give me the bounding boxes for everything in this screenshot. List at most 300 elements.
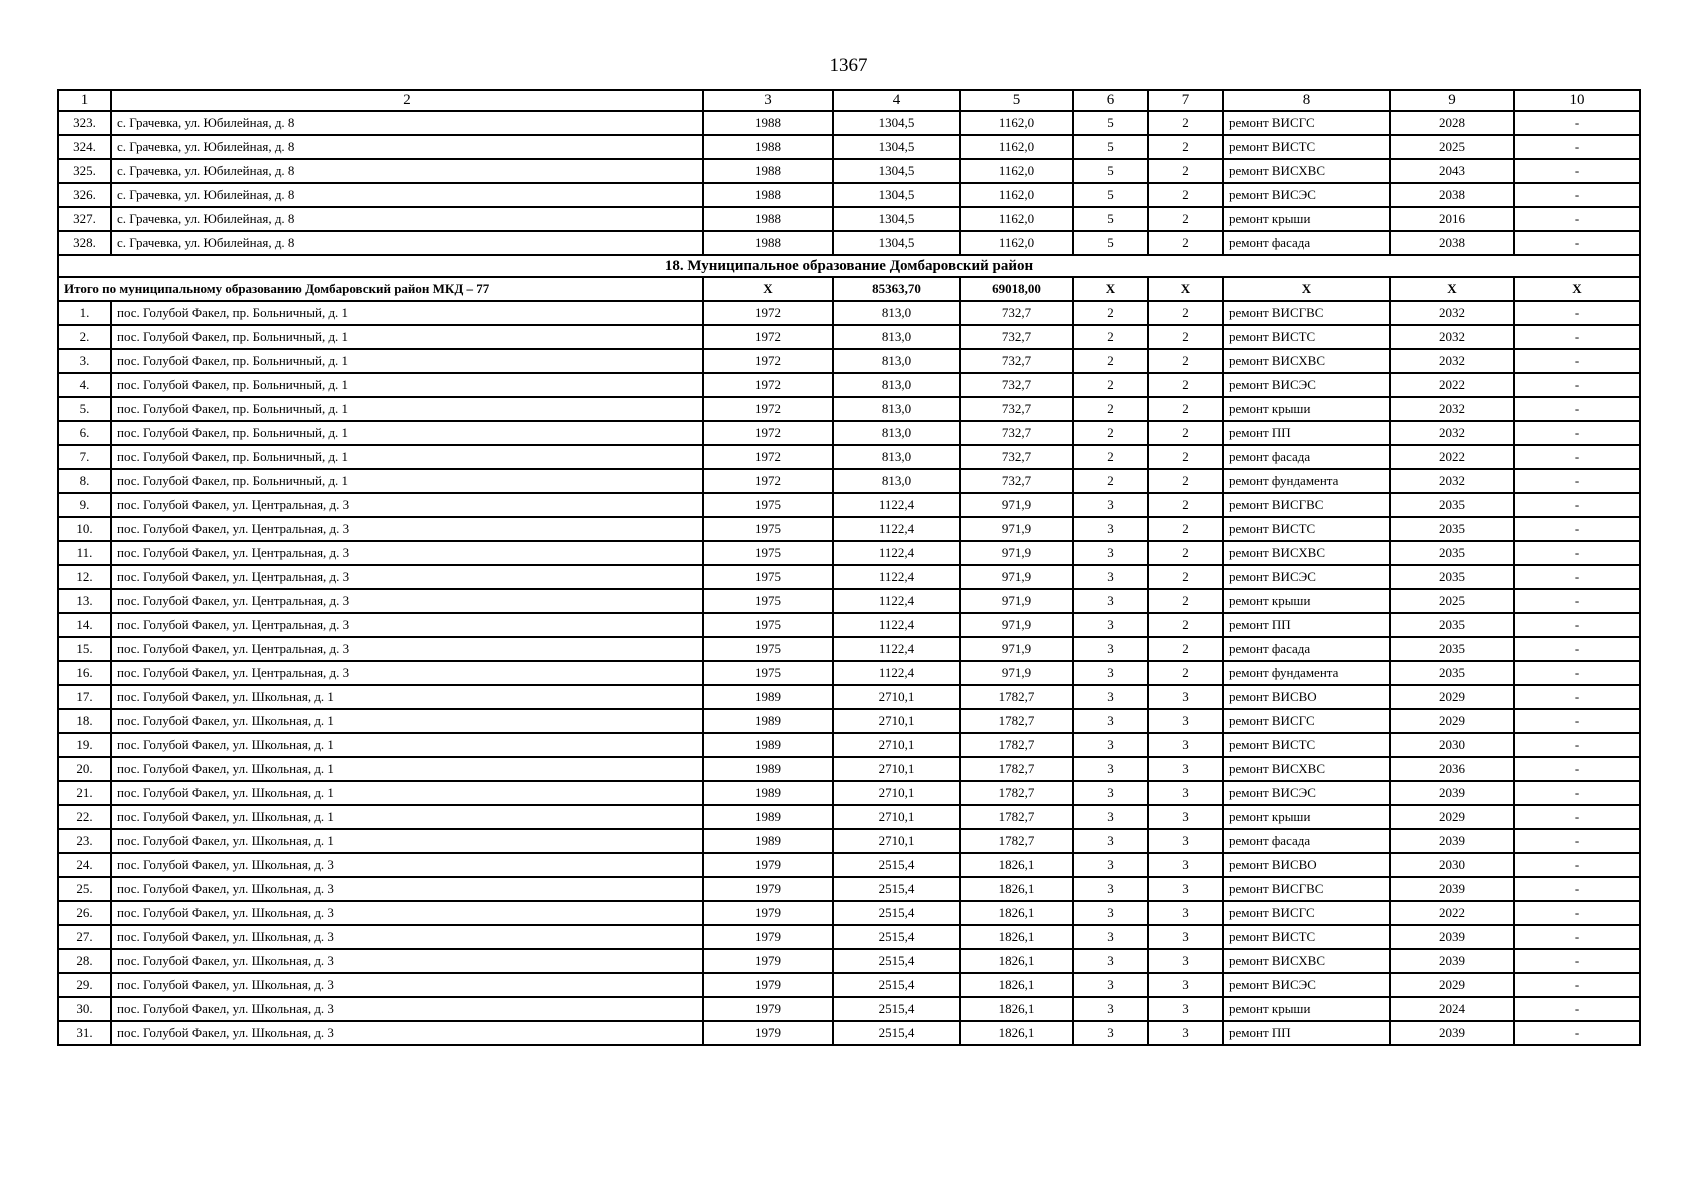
row-number-cell: 15. xyxy=(58,637,111,661)
address-cell: пос. Голубой Факел, ул. Школьная, д. 3 xyxy=(111,1021,703,1045)
planned-year-cell: 2035 xyxy=(1390,517,1514,541)
work-type-cell: ремонт ВИСХВС xyxy=(1223,757,1390,781)
work-type-cell: ремонт ВИСЭС xyxy=(1223,565,1390,589)
floors-cell: 3 xyxy=(1073,709,1148,733)
address-cell: пос. Голубой Факел, пр. Больничный, д. 1 xyxy=(111,421,703,445)
floors-cell: 3 xyxy=(1073,493,1148,517)
table-body xyxy=(58,90,1640,1045)
year-cell: 1989 xyxy=(703,757,833,781)
table-row xyxy=(58,183,1640,207)
table-row xyxy=(58,231,1640,255)
year-cell: 1989 xyxy=(703,829,833,853)
total-area-cell: 1304,5 xyxy=(833,183,960,207)
floors-cell: 2 xyxy=(1073,445,1148,469)
address-cell: пос. Голубой Факел, ул. Школьная, д. 3 xyxy=(111,925,703,949)
address-cell: пос. Голубой Факел, ул. Центральная, д. 3 xyxy=(111,541,703,565)
table-row xyxy=(58,565,1640,589)
row-number-cell: 8. xyxy=(58,469,111,493)
entrances-cell: 2 xyxy=(1148,541,1223,565)
address-cell: пос. Голубой Факел, пр. Больничный, д. 1 xyxy=(111,469,703,493)
entrances-cell: 2 xyxy=(1148,469,1223,493)
year-cell: 1975 xyxy=(703,589,833,613)
address-cell: пос. Голубой Факел, ул. Школьная, д. 3 xyxy=(111,973,703,997)
table-row xyxy=(58,1021,1640,1045)
row-number-cell: 23. xyxy=(58,829,111,853)
living-area-cell: 1782,7 xyxy=(960,757,1073,781)
entrances-cell: 3 xyxy=(1148,781,1223,805)
planned-year-cell: 2029 xyxy=(1390,973,1514,997)
column-header: 5 xyxy=(960,90,1073,111)
column-header: 1 xyxy=(58,90,111,111)
entrances-cell: 2 xyxy=(1148,421,1223,445)
year-cell: 1972 xyxy=(703,469,833,493)
year-cell: 1975 xyxy=(703,565,833,589)
total-area-cell: 2710,1 xyxy=(833,805,960,829)
floors-cell: 3 xyxy=(1073,685,1148,709)
work-type-cell: ремонт ВИСЭС xyxy=(1223,973,1390,997)
row-number-cell: 325. xyxy=(58,159,111,183)
floors-cell: 5 xyxy=(1073,207,1148,231)
floors-cell: 2 xyxy=(1073,397,1148,421)
floors-cell: 2 xyxy=(1073,325,1148,349)
year-cell: 1972 xyxy=(703,397,833,421)
address-cell: пос. Голубой Факел, ул. Школьная, д. 1 xyxy=(111,757,703,781)
note-cell: - xyxy=(1514,829,1640,853)
address-cell: пос. Голубой Факел, ул. Школьная, д. 1 xyxy=(111,709,703,733)
year-cell: 1979 xyxy=(703,949,833,973)
note-cell: - xyxy=(1514,949,1640,973)
living-area-cell: 971,9 xyxy=(960,613,1073,637)
year-cell: 1988 xyxy=(703,135,833,159)
year-cell: 1979 xyxy=(703,901,833,925)
floors-cell: 3 xyxy=(1073,973,1148,997)
entrances-cell: 2 xyxy=(1148,565,1223,589)
note-cell: - xyxy=(1514,445,1640,469)
total-area-cell: 1304,5 xyxy=(833,231,960,255)
work-type-cell: ремонт крыши xyxy=(1223,397,1390,421)
note-cell: - xyxy=(1514,301,1640,325)
work-type-cell: ремонт ВИСХВС xyxy=(1223,541,1390,565)
entrances-cell: 2 xyxy=(1148,325,1223,349)
year-cell: 1979 xyxy=(703,997,833,1021)
floors-cell: 3 xyxy=(1073,829,1148,853)
planned-year-cell: 2039 xyxy=(1390,829,1514,853)
floors-cell: 5 xyxy=(1073,159,1148,183)
work-type-cell: ремонт ВИСТС xyxy=(1223,135,1390,159)
entrances-cell: 2 xyxy=(1148,349,1223,373)
total-area-cell: 813,0 xyxy=(833,397,960,421)
address-cell: пос. Голубой Факел, ул. Центральная, д. 3 xyxy=(111,661,703,685)
entrances-cell: 3 xyxy=(1148,805,1223,829)
year-cell: 1989 xyxy=(703,733,833,757)
living-area-cell: 971,9 xyxy=(960,493,1073,517)
note-cell: - xyxy=(1514,159,1640,183)
work-type-cell: ремонт ПП xyxy=(1223,1021,1390,1045)
note-cell: - xyxy=(1514,901,1640,925)
floors-cell: 3 xyxy=(1073,781,1148,805)
planned-year-cell: 2022 xyxy=(1390,445,1514,469)
work-type-cell: ремонт фасада xyxy=(1223,231,1390,255)
year-cell: 1988 xyxy=(703,207,833,231)
row-number-cell: 10. xyxy=(58,517,111,541)
planned-year-cell: 2039 xyxy=(1390,949,1514,973)
year-cell: 1975 xyxy=(703,637,833,661)
living-area-cell: 1826,1 xyxy=(960,853,1073,877)
total-area-cell: 813,0 xyxy=(833,349,960,373)
page-number: 1367 xyxy=(829,55,868,76)
total-area-cell: 2710,1 xyxy=(833,685,960,709)
living-area-cell: 1826,1 xyxy=(960,973,1073,997)
living-area-cell: 1782,7 xyxy=(960,685,1073,709)
work-type-cell: ремонт ВИСЭС xyxy=(1223,781,1390,805)
total-area-cell: 2515,4 xyxy=(833,853,960,877)
total-area-cell: 2710,1 xyxy=(833,733,960,757)
total-area-cell: 2515,4 xyxy=(833,925,960,949)
living-area-cell: 1782,7 xyxy=(960,829,1073,853)
work-type-cell: ремонт крыши xyxy=(1223,997,1390,1021)
entrances-cell: 3 xyxy=(1148,973,1223,997)
entrances-cell: 2 xyxy=(1148,517,1223,541)
table-row xyxy=(58,421,1640,445)
planned-year-cell: 2022 xyxy=(1390,373,1514,397)
floors-cell: 3 xyxy=(1073,733,1148,757)
entrances-cell: 3 xyxy=(1148,709,1223,733)
year-cell: 1989 xyxy=(703,685,833,709)
table-row xyxy=(58,135,1640,159)
work-type-cell: ремонт крыши xyxy=(1223,207,1390,231)
total-area-cell: 2515,4 xyxy=(833,997,960,1021)
column-header: 6 xyxy=(1073,90,1148,111)
entrances-cell: 2 xyxy=(1148,637,1223,661)
note-cell: - xyxy=(1514,685,1640,709)
planned-year-cell: 2035 xyxy=(1390,565,1514,589)
total-area-cell: 1122,4 xyxy=(833,637,960,661)
living-area-cell: 1162,0 xyxy=(960,231,1073,255)
total-area-cell: 2710,1 xyxy=(833,709,960,733)
planned-year-cell: 2035 xyxy=(1390,541,1514,565)
entrances-cell: Х xyxy=(1148,277,1223,301)
address-cell: пос. Голубой Факел, ул. Школьная, д. 3 xyxy=(111,901,703,925)
year-cell: 1979 xyxy=(703,877,833,901)
year-cell: 1975 xyxy=(703,541,833,565)
row-number-cell: 18. xyxy=(58,709,111,733)
year-cell: 1972 xyxy=(703,421,833,445)
year-cell: 1972 xyxy=(703,301,833,325)
floors-cell: 3 xyxy=(1073,757,1148,781)
row-number-cell: 27. xyxy=(58,925,111,949)
floors-cell: 3 xyxy=(1073,517,1148,541)
floors-cell: 3 xyxy=(1073,613,1148,637)
living-area-cell: 971,9 xyxy=(960,661,1073,685)
living-area-cell: 1162,0 xyxy=(960,183,1073,207)
note-cell: - xyxy=(1514,805,1640,829)
year-cell: 1988 xyxy=(703,159,833,183)
planned-year-cell: 2039 xyxy=(1390,1021,1514,1045)
row-number-cell: 25. xyxy=(58,877,111,901)
planned-year-cell: 2024 xyxy=(1390,997,1514,1021)
table-row xyxy=(58,685,1640,709)
row-number-cell: 28. xyxy=(58,949,111,973)
note-cell: - xyxy=(1514,757,1640,781)
row-number-cell: 5. xyxy=(58,397,111,421)
total-row xyxy=(58,277,1640,301)
entrances-cell: 2 xyxy=(1148,493,1223,517)
floors-cell: 5 xyxy=(1073,183,1148,207)
living-area-cell: 971,9 xyxy=(960,637,1073,661)
total-label: Итого по муниципальному образованию Домбаровский район МКД – 77 xyxy=(58,277,703,301)
table-row xyxy=(58,781,1640,805)
planned-year-cell: 2032 xyxy=(1390,397,1514,421)
note-cell: - xyxy=(1514,925,1640,949)
note-cell: - xyxy=(1514,493,1640,517)
floors-cell: 3 xyxy=(1073,1021,1148,1045)
note-cell: - xyxy=(1514,853,1640,877)
living-area-cell: 732,7 xyxy=(960,373,1073,397)
work-type-cell: ремонт фундамента xyxy=(1223,469,1390,493)
total-area-cell: 2515,4 xyxy=(833,973,960,997)
note-cell: - xyxy=(1514,207,1640,231)
year-cell: 1989 xyxy=(703,805,833,829)
entrances-cell: 3 xyxy=(1148,685,1223,709)
address-cell: с. Грачевка, ул. Юбилейная, д. 8 xyxy=(111,159,703,183)
address-cell: пос. Голубой Факел, пр. Больничный, д. 1 xyxy=(111,373,703,397)
work-type-cell: ремонт крыши xyxy=(1223,805,1390,829)
table-row xyxy=(58,637,1640,661)
total-area-cell: 2710,1 xyxy=(833,781,960,805)
work-type-cell: ремонт ВИСГВС xyxy=(1223,493,1390,517)
work-type-cell: ремонт ВИСТС xyxy=(1223,925,1390,949)
row-number-cell: 24. xyxy=(58,853,111,877)
total-area-cell: 813,0 xyxy=(833,421,960,445)
planned-year-cell: 2032 xyxy=(1390,325,1514,349)
row-number-cell: 328. xyxy=(58,231,111,255)
note-cell: - xyxy=(1514,349,1640,373)
table-row xyxy=(58,733,1640,757)
floors-cell: 2 xyxy=(1073,469,1148,493)
living-area-cell: 1162,0 xyxy=(960,159,1073,183)
total-area-cell: 1304,5 xyxy=(833,207,960,231)
entrances-cell: 3 xyxy=(1148,925,1223,949)
table-row xyxy=(58,493,1640,517)
floors-cell: 5 xyxy=(1073,111,1148,135)
table-row xyxy=(58,709,1640,733)
planned-year-cell: 2039 xyxy=(1390,925,1514,949)
work-type-cell: ремонт фасада xyxy=(1223,637,1390,661)
entrances-cell: 2 xyxy=(1148,397,1223,421)
living-area-cell: 732,7 xyxy=(960,445,1073,469)
year-cell: 1975 xyxy=(703,613,833,637)
row-number-cell: 327. xyxy=(58,207,111,231)
address-cell: пос. Голубой Факел, ул. Школьная, д. 3 xyxy=(111,949,703,973)
planned-year-cell: 2029 xyxy=(1390,685,1514,709)
work-type-cell: ремонт ПП xyxy=(1223,613,1390,637)
table-row xyxy=(58,901,1640,925)
row-number-cell: 14. xyxy=(58,613,111,637)
living-area-cell: 971,9 xyxy=(960,565,1073,589)
row-number-cell: 9. xyxy=(58,493,111,517)
table-row xyxy=(58,613,1640,637)
year-cell: 1972 xyxy=(703,325,833,349)
entrances-cell: 2 xyxy=(1148,445,1223,469)
floors-cell: 3 xyxy=(1073,901,1148,925)
address-cell: пос. Голубой Факел, ул. Школьная, д. 1 xyxy=(111,685,703,709)
note-cell: - xyxy=(1514,517,1640,541)
note-cell: - xyxy=(1514,877,1640,901)
living-area-cell: 1826,1 xyxy=(960,997,1073,1021)
floors-cell: 2 xyxy=(1073,301,1148,325)
repair-schedule-table xyxy=(57,89,1641,1046)
total-area-cell: 813,0 xyxy=(833,469,960,493)
note-cell: - xyxy=(1514,183,1640,207)
planned-year-cell: 2022 xyxy=(1390,901,1514,925)
table-row xyxy=(58,207,1640,231)
planned-year-cell: 2038 xyxy=(1390,183,1514,207)
entrances-cell: 2 xyxy=(1148,159,1223,183)
row-number-cell: 19. xyxy=(58,733,111,757)
living-area-cell: 1826,1 xyxy=(960,949,1073,973)
work-type-cell: ремонт ВИСЭС xyxy=(1223,183,1390,207)
address-cell: пос. Голубой Факел, ул. Школьная, д. 3 xyxy=(111,997,703,1021)
planned-year-cell: 2029 xyxy=(1390,805,1514,829)
planned-year-cell: 2029 xyxy=(1390,709,1514,733)
total-area-cell: 1304,5 xyxy=(833,135,960,159)
living-area-cell: 1826,1 xyxy=(960,901,1073,925)
work-type-cell: ремонт фасада xyxy=(1223,829,1390,853)
table-row xyxy=(58,445,1640,469)
note-cell: - xyxy=(1514,541,1640,565)
address-cell: пос. Голубой Факел, пр. Больничный, д. 1 xyxy=(111,397,703,421)
note-cell: - xyxy=(1514,997,1640,1021)
entrances-cell: 3 xyxy=(1148,1021,1223,1045)
year-cell: 1972 xyxy=(703,445,833,469)
work-type-cell: ремонт ВИСХВС xyxy=(1223,949,1390,973)
note-cell: - xyxy=(1514,781,1640,805)
floors-cell: 3 xyxy=(1073,853,1148,877)
row-number-cell: 17. xyxy=(58,685,111,709)
living-area-cell: 1782,7 xyxy=(960,805,1073,829)
address-cell: пос. Голубой Факел, пр. Больничный, д. 1 xyxy=(111,325,703,349)
table-row xyxy=(58,373,1640,397)
year-cell: 1972 xyxy=(703,373,833,397)
entrances-cell: 2 xyxy=(1148,135,1223,159)
table-row xyxy=(58,997,1640,1021)
row-number-cell: 326. xyxy=(58,183,111,207)
table-row xyxy=(58,397,1640,421)
entrances-cell: 2 xyxy=(1148,183,1223,207)
work-type-cell: ремонт ПП xyxy=(1223,421,1390,445)
total-area-cell: 1122,4 xyxy=(833,493,960,517)
year-cell: 1975 xyxy=(703,661,833,685)
living-area-cell: 732,7 xyxy=(960,325,1073,349)
address-cell: пос. Голубой Факел, пр. Больничный, д. 1 xyxy=(111,445,703,469)
table-row xyxy=(58,301,1640,325)
year-cell: 1979 xyxy=(703,1021,833,1045)
address-cell: пос. Голубой Факел, ул. Школьная, д. 1 xyxy=(111,829,703,853)
work-type-cell: ремонт ВИСТС xyxy=(1223,733,1390,757)
planned-year-cell: 2043 xyxy=(1390,159,1514,183)
table-row xyxy=(58,349,1640,373)
work-type-cell: ремонт крыши xyxy=(1223,589,1390,613)
living-area-cell: 1826,1 xyxy=(960,877,1073,901)
row-number-cell: 324. xyxy=(58,135,111,159)
entrances-cell: 3 xyxy=(1148,901,1223,925)
address-cell: пос. Голубой Факел, ул. Центральная, д. 3 xyxy=(111,565,703,589)
row-number-cell: 22. xyxy=(58,805,111,829)
table-row xyxy=(58,541,1640,565)
planned-year-cell: 2035 xyxy=(1390,661,1514,685)
row-number-cell: 4. xyxy=(58,373,111,397)
living-area-cell: 69018,00 xyxy=(960,277,1073,301)
year-cell: 1988 xyxy=(703,231,833,255)
floors-cell: 3 xyxy=(1073,637,1148,661)
floors-cell: 3 xyxy=(1073,949,1148,973)
year-cell: 1989 xyxy=(703,709,833,733)
address-cell: с. Грачевка, ул. Юбилейная, д. 8 xyxy=(111,111,703,135)
floors-cell: 3 xyxy=(1073,805,1148,829)
address-cell: пос. Голубой Факел, ул. Школьная, д. 1 xyxy=(111,733,703,757)
total-area-cell: 2710,1 xyxy=(833,757,960,781)
note-cell: - xyxy=(1514,325,1640,349)
work-type-cell: ремонт ВИСХВС xyxy=(1223,159,1390,183)
address-cell: пос. Голубой Факел, ул. Школьная, д. 1 xyxy=(111,781,703,805)
work-type-cell: ремонт ВИСГС xyxy=(1223,901,1390,925)
note-cell: - xyxy=(1514,661,1640,685)
living-area-cell: 732,7 xyxy=(960,421,1073,445)
address-cell: с. Грачевка, ул. Юбилейная, д. 8 xyxy=(111,231,703,255)
column-header: 7 xyxy=(1148,90,1223,111)
floors-cell: 3 xyxy=(1073,589,1148,613)
planned-year-cell: 2038 xyxy=(1390,231,1514,255)
year-cell: 1975 xyxy=(703,493,833,517)
entrances-cell: 3 xyxy=(1148,997,1223,1021)
table-row xyxy=(58,757,1640,781)
column-header: 2 xyxy=(111,90,703,111)
floors-cell: 2 xyxy=(1073,421,1148,445)
address-cell: пос. Голубой Факел, пр. Больничный, д. 1 xyxy=(111,349,703,373)
note-cell: - xyxy=(1514,231,1640,255)
work-type-cell: Х xyxy=(1223,277,1390,301)
note-cell: - xyxy=(1514,1021,1640,1045)
total-area-cell: 1122,4 xyxy=(833,541,960,565)
year-cell: 1988 xyxy=(703,111,833,135)
work-type-cell: ремонт ВИСТС xyxy=(1223,517,1390,541)
table-row xyxy=(58,805,1640,829)
address-cell: пос. Голубой Факел, ул. Школьная, д. 1 xyxy=(111,805,703,829)
entrances-cell: 3 xyxy=(1148,853,1223,877)
address-cell: пос. Голубой Факел, ул. Центральная, д. 3 xyxy=(111,613,703,637)
planned-year-cell: 2025 xyxy=(1390,589,1514,613)
total-area-cell: 813,0 xyxy=(833,325,960,349)
column-header: 9 xyxy=(1390,90,1514,111)
entrances-cell: 2 xyxy=(1148,661,1223,685)
year-cell: 1975 xyxy=(703,517,833,541)
living-area-cell: 1782,7 xyxy=(960,781,1073,805)
year-cell: 1979 xyxy=(703,925,833,949)
planned-year-cell: 2028 xyxy=(1390,111,1514,135)
row-number-cell: 2. xyxy=(58,325,111,349)
table-row xyxy=(58,517,1640,541)
entrances-cell: 2 xyxy=(1148,589,1223,613)
work-type-cell: ремонт ВИСВО xyxy=(1223,853,1390,877)
work-type-cell: ремонт ВИСВО xyxy=(1223,685,1390,709)
total-area-cell: 2515,4 xyxy=(833,877,960,901)
total-area-cell: 1122,4 xyxy=(833,589,960,613)
note-cell: - xyxy=(1514,135,1640,159)
row-number-cell: 20. xyxy=(58,757,111,781)
total-area-cell: 1304,5 xyxy=(833,159,960,183)
planned-year-cell: 2030 xyxy=(1390,733,1514,757)
section-title: 18. Муниципальное образование Домбаровский район xyxy=(58,255,1640,277)
